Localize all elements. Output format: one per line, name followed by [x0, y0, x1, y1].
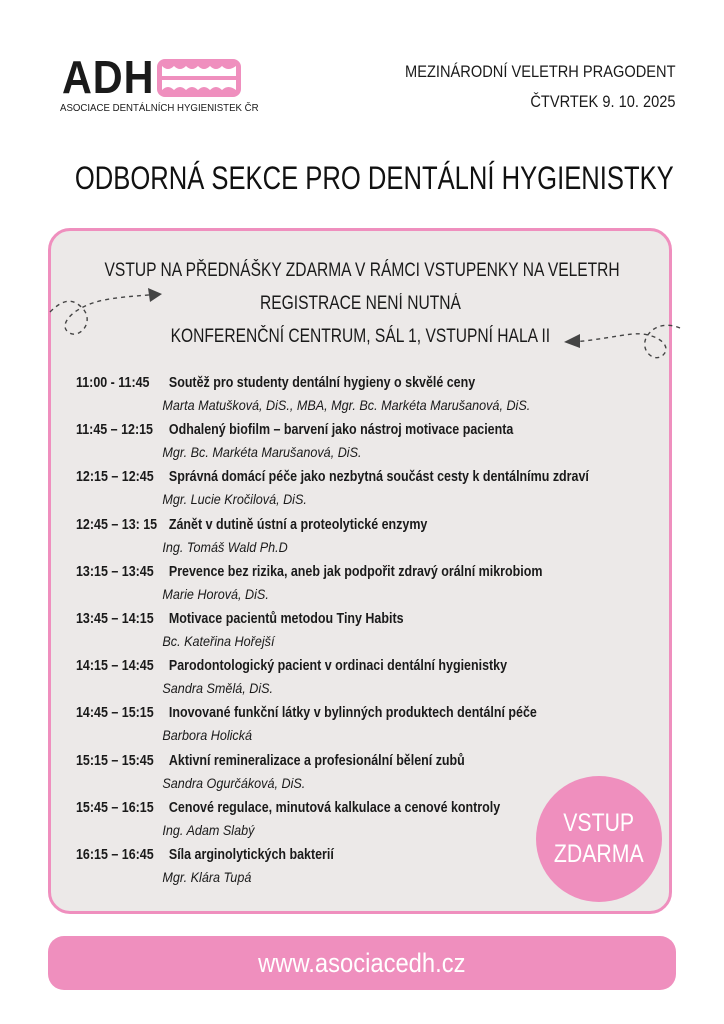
item-time: 16:15 – 16:45	[76, 846, 154, 863]
item-speaker: Sandra Smělá, DiS.	[162, 680, 274, 697]
item-topic: Motivace pacientů metodou Tiny Habits	[168, 610, 404, 627]
logo-subtitle: ASOCIACE DENTÁLNÍCH HYGIENISTEK ČR	[60, 102, 259, 114]
item-topic: Zánět v dutině ústní a proteolytické enzymy	[168, 516, 428, 533]
item-speaker: Barbora Holická	[162, 727, 253, 744]
teeth-icon	[156, 58, 242, 98]
schedule-item	[76, 419, 636, 466]
item-time: 12:15 – 12:45	[76, 469, 154, 486]
schedule-item	[76, 608, 636, 655]
item-topic: Cenové regulace, minutová kalkulace a cenové kontroly	[168, 799, 501, 816]
item-topic: Prevence bez rizika, aneb jak podpořit zdravý orální mikrobiom	[168, 563, 543, 580]
free-entry-badge	[536, 776, 662, 902]
schedule-item	[76, 466, 636, 513]
item-time: 13:15 – 13:45	[76, 563, 154, 580]
item-time: 13:45 – 14:15	[76, 610, 154, 627]
item-time: 14:15 – 14:45	[76, 658, 154, 675]
item-time: 11:00 - 11:45	[76, 375, 150, 391]
badge-line: ZDARMA	[554, 840, 644, 868]
schedule-item	[76, 655, 636, 702]
intro-line: VSTUP NA PŘEDNÁŠKY ZDARMA V RÁMCI VSTUPENKY NA VELETRH	[104, 260, 620, 281]
schedule-item	[76, 372, 636, 419]
item-time: 12:45 – 13: 15	[76, 516, 158, 533]
item-topic: Soutěž pro studenty dentální hygieny o skvělé ceny	[168, 375, 476, 391]
item-speaker: Ing. Adam Slabý	[162, 821, 255, 838]
item-speaker: Sandra Ogurčáková, DiS.	[162, 774, 306, 791]
schedule-item	[76, 514, 636, 561]
page-title: ODBORNÁ SEKCE PRO DENTÁLNÍ HYGIENISTKY	[74, 160, 674, 196]
logo	[60, 51, 259, 122]
badge-line: VSTUP	[563, 809, 635, 837]
intro-text	[48, 254, 672, 353]
item-topic: Odhalený biofilm – barvení jako nástroj motivace pacienta	[168, 422, 514, 439]
item-topic: Správná domácí péče jako nezbytná součást cesty k dentálnímu zdraví	[168, 469, 589, 486]
schedule-item	[76, 702, 636, 749]
item-topic: Síla arginolytických bakterií	[168, 846, 334, 863]
intro-line: KONFERENČNÍ CENTRUM, SÁL 1, VSTUPNÍ HALA II	[170, 326, 550, 347]
item-time: 11:45 – 12:15	[76, 422, 153, 439]
event-name: MEZINÁRODNÍ VELETRH PRAGODENT	[405, 62, 676, 81]
item-speaker: Marta Matušková, DiS., MBA, Mgr. Bc. Markéta Marušanová, DiS.	[162, 397, 531, 413]
website-link[interactable]: www.asociacedh.cz	[48, 936, 676, 990]
item-speaker: Bc. Kateřina Hořejší	[162, 632, 275, 649]
intro-line: REGISTRACE NENÍ NUTNÁ	[259, 293, 461, 314]
logo-letters: ADH	[62, 51, 155, 103]
event-info	[405, 57, 676, 117]
item-speaker: Marie Horová, DiS.	[162, 585, 269, 602]
item-speaker: Mgr. Bc. Markéta Marušanová, DiS.	[162, 444, 362, 461]
item-speaker: Mgr. Klára Tupá	[162, 868, 252, 885]
item-topic: Aktivní remineralizace a profesionální bělení zubů	[168, 752, 465, 769]
event-date: ČTVRTEK 9. 10. 2025	[530, 92, 676, 111]
item-time: 15:15 – 15:45	[76, 752, 154, 769]
item-topic: Parodontologický pacient v ordinaci dentální hygienistky	[168, 658, 508, 675]
schedule-item	[76, 750, 636, 797]
item-topic: Inovované funkční látky v bylinných produktech dentální péče	[168, 705, 537, 722]
item-time: 14:45 – 15:15	[76, 705, 154, 722]
item-speaker: Mgr. Lucie Kročilová, DiS.	[162, 491, 307, 508]
item-time: 15:45 – 16:15	[76, 799, 154, 816]
item-speaker: Ing. Tomáš Wald Ph.D	[162, 538, 288, 555]
schedule-item	[76, 561, 636, 608]
